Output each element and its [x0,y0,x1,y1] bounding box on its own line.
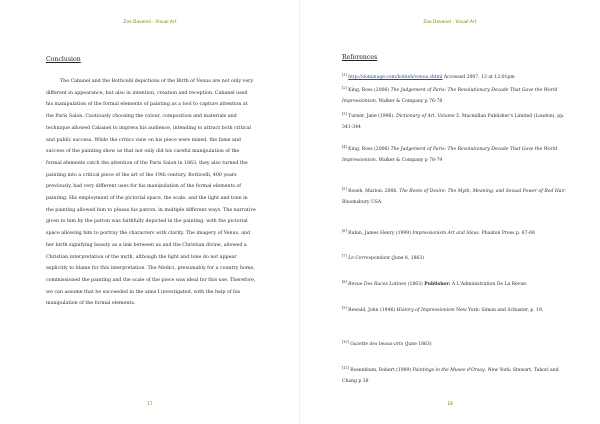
reference-number: [4] [342,145,347,149]
reference-title: Impressionism Art and Ideas [412,231,479,236]
reference-number: [10] [342,340,349,344]
reference-publisher: (June 8, 1863) [389,256,425,261]
reference-number: [9] [342,306,347,310]
reference-publisher: . Macmillan Publisher's Limited (London), pp. 341-344 [342,114,565,130]
references-heading: References [342,54,378,61]
reference-item [342,277,570,290]
reference-publisher: . New York: Stewart, Tabori and Chang p 38 [342,368,559,384]
reference-publisher: . Phaidon Press p. 67-68 [478,231,535,236]
page-number: 18 [447,401,453,406]
reference-author: King, Ross (2006) [348,147,391,152]
conclusion-body [46,76,256,310]
reference-publisher-label: Publisher: [424,282,451,287]
page-number: 17 [147,401,153,406]
reference-year: (1863) [406,282,425,287]
running-header: Zoe Davenol - Visual Art [123,19,177,24]
reference-publisher: (June 1863) [403,342,432,347]
reference-number: [3] [342,112,347,116]
reference-number: [2] [342,86,347,90]
reference-publisher: New York: Simon and Schuster, p. 19. [454,308,544,313]
conclusion-heading: Conclusion [46,56,81,63]
reference-item [342,83,570,107]
reference-title: The Judgement of Paris: The Revolutionary Decade That Gave the World Impressionism [342,88,558,104]
reference-number: [6] [342,229,347,233]
reference-publisher: . Bloomsbury USA. [342,189,567,205]
reference-title: Paintings in the Musee d'Orsay [412,368,485,373]
reference-number: [11] [342,366,349,370]
reference-publisher: . Walker & Company p 78-79 [375,158,443,163]
reference-number: [1] [342,73,347,77]
reference-number: [8] [342,280,347,284]
reference-author: Rubin, James Henry (1999) [348,231,413,236]
reference-title: Revue Des Races Latines [348,282,407,287]
reference-item [342,142,570,166]
running-header: Zoe Davenol - Visual Art [423,19,477,24]
reference-publisher: . Walker & Company p 76-78 [375,99,443,104]
reference-title: Le Correspondant [348,256,390,261]
reference-item [342,303,570,316]
reference-number: [7] [342,254,347,258]
reference-item [342,70,570,83]
reference-number: [5] [342,187,347,191]
reference-title: Gazette des beaux-arts [350,342,404,347]
reference-link[interactable]: http://dominage.com/bobleh/venus.shtml [348,75,443,80]
reference-author: Rewald, John (1946) [348,308,397,313]
reference-author: King, Ross (2006) [348,88,391,93]
right-page [300,0,600,424]
reference-author: Rosenblum, Robert (1989) [350,368,413,373]
reference-text: Accessed 2007, 13 at 12:01pm [442,75,515,80]
reference-author: Roseh, Marion. 2006. [348,189,400,194]
reference-title: History of Impressionism [396,308,455,313]
reference-publisher: A L'Administration De La Revue. [450,282,528,287]
reference-item [342,184,570,208]
conclusion-paragraph: The Cabanel and the Botticelli depictions of the Birth of Venus are not only very different in appearance, but also in intention, creation and reception. Cabanel used his manipulation of the formal elements of painting as a tool to capture attention at the Paris Salon. Cautiously choosing the colour, composition and materials and technique allowed Cabanel to impress his audience, intending to attract both critical and public success. While the critics view on his piece were mixed, the fame and success of the painting show us that not only did his careful manipulation of the formal elements catch the attention of the Paris Salon in 1863, they also turned the painting into a critical piece of the art of the 19th century. Botticelli, 400 years previously, had very different uses for his manipulation of the formal elements of painting. His employment of the pictorial space, the scale, and the light and tone in the painting allowed him to please his patron, in multiple different ways. The narrative given to him by the patron was faithfully depicted in the painting, with the pictorial space allowing him to portray the characters with clarity. The imagery of Venus, and her birth signifying beauty as a link between us and the Christian divine, allowed a Christian interpretation of the myth, although the light and tone do not appear explicitly to blame for this interpretation. The Medici, presumably for a country home, commissioned the painting and the scale of the piece was ideal for this use. Therefore, we can assume that he succeeded in the aims I investigated, with the help of his manipulation of the formal elements. [46,79,256,307]
reference-title: The Judgement of Paris: The Revolutionary Decade That Gave the World Impressionism [342,147,558,163]
reference-title: Dictionary of Art, Volume 5 [396,114,459,119]
reference-item [342,363,570,387]
reference-author: Turner, Jane (1996). [348,114,397,119]
reference-title: The Roots of Desire: The Myth, Meaning, and Sexual Power of Red Hair [399,189,566,194]
reference-item [342,109,570,133]
reference-item [342,251,570,264]
reference-item [342,337,570,350]
reference-item [342,226,570,239]
